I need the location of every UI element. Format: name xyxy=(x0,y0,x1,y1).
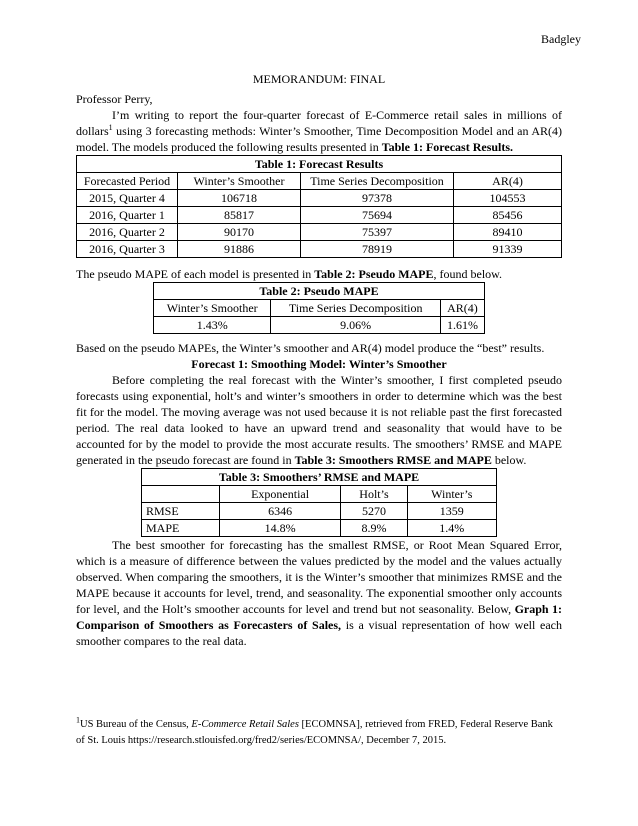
table-smoothers-rmse-mape xyxy=(141,468,497,537)
table-cell: 85817 xyxy=(178,207,301,224)
table-row xyxy=(154,317,485,334)
table-cell: 1.4% xyxy=(407,520,496,537)
table1-header: AR(4) xyxy=(454,173,562,190)
table2-caption: Table 2: Pseudo MAPE xyxy=(154,283,485,300)
table1-header: Winter’s Smoother xyxy=(178,173,301,190)
intro-text-a: I’m writing to report the four-quarter forecast of E-Commerce retail sales in millions of dollars xyxy=(76,108,562,138)
best-text-b: is a visual representation of how well each smoother compares to the real data. xyxy=(76,618,563,648)
smoothing-table-ref: Table 3: Smoothers RMSE and MAPE xyxy=(294,453,492,467)
table-cell: 5270 xyxy=(341,503,407,520)
table-cell: RMSE xyxy=(142,503,220,520)
table-row xyxy=(142,503,497,520)
table-cell: 1359 xyxy=(407,503,496,520)
table-cell: 14.8% xyxy=(219,520,341,537)
mape-table-ref: Table 2: Pseudo MAPE xyxy=(314,267,434,281)
table-cell: 75694 xyxy=(301,207,454,224)
footnote-text-a: US Bureau of the Census, xyxy=(80,719,192,730)
footnote-text-b: [ECOMNSA], retrieved from FRED, Federal Reserve Bank of St. Louis https://research.stlouisfed.org/fred2/series/ECOMNSA/, December 7, 2015. xyxy=(76,719,553,746)
table-cell: 90170 xyxy=(178,224,301,241)
table-cell: 2016, Quarter 2 xyxy=(77,224,178,241)
table1-caption: Table 1: Forecast Results xyxy=(77,156,562,173)
table-cell: 8.9% xyxy=(341,520,407,537)
intro-text-b: using 3 forecasting methods: Winter’s Smoother, Time Decomposition Model and an AR(4) model. The models produced the following results presented in xyxy=(76,124,562,154)
table-cell: 78919 xyxy=(301,241,454,258)
table2-header: AR(4) xyxy=(440,300,484,317)
table-cell: 104553 xyxy=(454,190,562,207)
smoothing-text-b: below. xyxy=(491,453,527,467)
table-cell: 2016, Quarter 3 xyxy=(77,241,178,258)
table-cell: 9.06% xyxy=(271,317,441,334)
table1-header: Time Series Decomposition xyxy=(301,173,454,190)
table-row xyxy=(77,224,562,241)
table-forecast-results xyxy=(76,155,562,258)
table3-header: Exponential xyxy=(219,486,341,503)
mape-intro-paragraph xyxy=(76,266,562,282)
table1-header: Forecasted Period xyxy=(77,173,178,190)
table3-header xyxy=(142,486,220,503)
intro-table-ref: Table 1: Forecast Results. xyxy=(381,140,514,154)
header-author: Badgley xyxy=(541,32,581,46)
footnote-marker: 1 xyxy=(108,123,113,132)
table-cell: 2016, Quarter 1 xyxy=(77,207,178,224)
table-cell: 1.43% xyxy=(154,317,271,334)
table-cell: 6346 xyxy=(219,503,341,520)
footnote-number: 1 xyxy=(76,715,80,725)
table-cell: 89410 xyxy=(454,224,562,241)
table2-header: Time Series Decomposition xyxy=(271,300,441,317)
salutation: Professor Perry, xyxy=(76,92,153,106)
best-smoother-paragraph xyxy=(76,537,562,649)
table-row xyxy=(77,207,562,224)
table-cell: 106718 xyxy=(178,190,301,207)
table-cell: 91339 xyxy=(454,241,562,258)
table3-header: Winter’s xyxy=(407,486,496,503)
table-cell: MAPE xyxy=(142,520,220,537)
table-row xyxy=(77,190,562,207)
table-pseudo-mape xyxy=(153,282,485,334)
best-text-a: The best smoother for forecasting has the smallest RMSE, or Root Mean Squared Error, which is a measure of difference between the values predicted by the model and the values actually observed. When comparing the smoothers, it is the Winter’s smoother that minimizes RMSE and the MAPE because it accounts for level, trend, and seasonality. The exponential smoother only accounts for level, and the Holt’s smoother accounts for level and trend but not seasonality. Below, xyxy=(76,538,562,616)
footnote xyxy=(76,717,562,749)
graph-ref: Graph 1: Comparison of Smoothers as Forecasters of Sales, xyxy=(76,602,562,632)
mape-intro-text-b: , found below. xyxy=(433,267,503,281)
table-cell: 97378 xyxy=(301,190,454,207)
table-cell: 75397 xyxy=(301,224,454,241)
footnote-source-title: E-Commerce Retail Sales xyxy=(191,719,299,730)
table-cell: 85456 xyxy=(454,207,562,224)
table-row xyxy=(77,241,562,258)
smoothing-paragraph xyxy=(76,372,562,468)
table3-caption: Table 3: Smoothers’ RMSE and MAPE xyxy=(142,469,497,486)
table2-header: Winter’s Smoother xyxy=(154,300,271,317)
memo-title: MEMORANDUM: FINAL xyxy=(252,72,386,86)
table-cell: 1.61% xyxy=(440,317,484,334)
table-row xyxy=(142,520,497,537)
smoothing-text-a: Before completing the real forecast with the Winter’s smoother, I first completed pseudo forecasts using exponential, holt’s and winter’s smoothers in order to determine which was the best fit for the model. The moving average was not used because it is not reliable past the first forecasted period. The real data looked to have an upward trend and seasonality that would have to be accounted for by the model to provide the most accurate results. The smoothers’ RMSE and MAPE generated in the pseudo forecast are found in xyxy=(76,373,562,467)
forecast1-heading: Forecast 1: Smoothing Model: Winter’s Smoother xyxy=(191,357,447,371)
intro-paragraph xyxy=(76,107,562,155)
table3-header: Holt’s xyxy=(341,486,407,503)
table-cell: 91886 xyxy=(178,241,301,258)
memo-body xyxy=(76,71,562,649)
based-on-paragraph: Based on the pseudo MAPEs, the Winter’s smoother and AR(4) model produce the “best” results. xyxy=(76,341,545,355)
table-cell: 2015, Quarter 4 xyxy=(77,190,178,207)
mape-intro-text-a: The pseudo MAPE of each model is presented in xyxy=(76,267,315,281)
